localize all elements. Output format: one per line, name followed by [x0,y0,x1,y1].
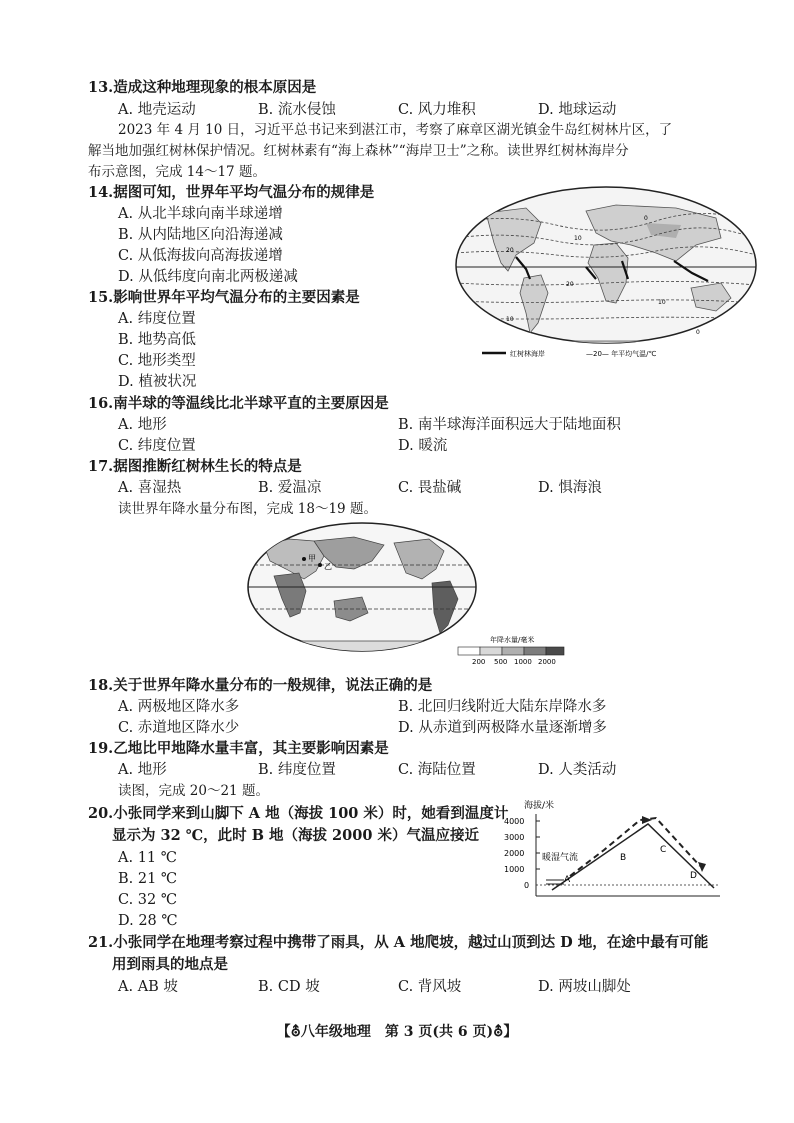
legend-value: 1000 [514,658,532,666]
q19-option-d: D. 人类活动 [538,762,617,778]
legend-value: 500 [494,658,508,666]
legend-value: 200 [472,658,486,666]
q13-option-d: D. 地球运动 [538,102,617,118]
airflow-arrowhead [642,816,652,824]
q13-option-a: A. 地壳运动 [118,102,196,118]
legend-swatch-3 [502,647,524,655]
q21-option-d: D. 两坡山脚处 [538,979,631,995]
place-marker [318,563,322,567]
point-label-b: B [620,853,627,863]
q14-option-b: B. 从内陆地区向沿海递减 [118,227,283,243]
legend-swatch-5 [546,647,564,655]
intro-paragraph-line3: 布示意图，完成 14～17 题。 [88,164,266,180]
diagram-axis-title: 海拔/米 [524,801,555,811]
q15-option-b: B. 地势高低 [118,332,196,348]
legend-value: 2000 [538,658,556,666]
q14-option-d: D. 从低纬度向南北两极递减 [118,269,298,285]
q15-option-c: C. 地形类型 [118,353,196,369]
q16-option-c: C. 纬度位置 [118,438,196,454]
q15-option-d: D. 植被状况 [118,374,197,390]
q18-option-d: D. 从赤道到两极降水量逐渐增多 [398,720,607,736]
intro-paragraph-line1: 2023 年 4 月 10 日，习近平总书记来到湛江市，考察了麻章区湖光镇金牛岛红树林片区，了 [118,122,673,138]
q21-stem-line1: 21.小张同学在地理考察过程中携带了雨具，从 A 地爬坡，越过山顶到达 D 地，在途中最有可能 [88,934,709,951]
isotherm-label: 10 [574,235,582,242]
q18-stem: 18.关于世界年降水量分布的一般规律，说法正确的是 [88,677,433,694]
q15-stem: 15.影响世界年平均气温分布的主要因素是 [88,289,360,306]
q20-option-d: D. 28 ℃ [118,913,178,929]
mangrove-isotherm-map [446,183,766,363]
q20-stem-line1: 20.小张同学来到山脚下 A 地（海拔 100 米）时，她看到温度计 [88,805,509,822]
isotherm-label: 20 [566,281,574,288]
isotherm-label: 10 [506,316,514,323]
place-marker [302,557,306,561]
point-label-c: C [660,845,667,855]
airflow-path [570,818,700,876]
precip-legend-title: 年降水量/毫米 [490,636,535,644]
y-tick: 2000 [504,849,525,858]
q16-option-b: B. 南半球海洋面积远大于陆地面积 [398,417,621,433]
q19-option-a: A. 地形 [118,762,167,778]
isotherm-label: 0 [644,215,648,222]
y-tick: 4000 [504,817,525,826]
q13-stem: 13.造成这种地理现象的根本原因是 [88,79,317,96]
precip-intro: 读世界年降水量分布图，完成 18～19 题。 [118,501,377,517]
q14-option-a: A. 从北半球向南半球递增 [118,206,283,222]
q17-option-c: C. 畏盐碱 [398,480,462,496]
q19-option-b: B. 纬度位置 [258,762,336,778]
precipitation-map [244,521,566,669]
place-label-yi: 乙 [324,562,332,571]
q17-option-b: B. 爱温凉 [258,480,322,496]
q13-option-b: B. 流水侵蚀 [258,102,336,118]
isotherm-label: 10 [658,299,666,306]
q20-stem-line2: 显示为 32 ℃，此时 B 地（海拔 2000 米）气温应接近 [112,827,479,844]
warm-moist-airflow-label: 暖湿气流 [542,853,579,863]
y-tick: 0 [524,881,530,890]
q19-option-c: C. 海陆位置 [398,762,476,778]
mountain-airflow-diagram [504,796,724,904]
legend-swatch-1 [458,647,480,655]
q17-option-d: D. 惧海浪 [538,480,602,496]
q16-option-a: A. 地形 [118,417,167,433]
legend-mangrove-label: 红树林海岸 [510,350,545,358]
isotherm-label: 20 [506,247,514,254]
q17-option-a: A. 喜湿热 [118,480,182,496]
q21-option-a: A. AB 坡 [118,979,178,995]
page-footer: 【⛢八年级地理 第 3 页(共 6 页)⛢】 [276,1024,518,1040]
legend-swatch-2 [480,647,502,655]
diagram-intro: 读图，完成 20～21 题。 [118,783,269,799]
point-label-d: D [690,871,697,881]
q20-option-c: C. 32 ℃ [118,892,178,908]
q15-option-a: A. 纬度位置 [118,311,196,327]
q16-option-d: D. 暖流 [398,438,448,454]
q14-option-c: C. 从低海拔向高海拔递增 [118,248,283,264]
q20-option-a: A. 11 ℃ [118,850,177,866]
q19-stem: 19.乙地比甲地降水量丰富，其主要影响因素是 [88,740,389,757]
q17-stem: 17.据图推断红树林生长的特点是 [88,458,302,475]
y-tick: 3000 [504,833,525,842]
intro-paragraph-line2: 解当地加强红树林保护情况。红树林素有“海上森林”“海岸卫士”之称。读世界红树林海岸分 [88,143,629,159]
place-label-jia: 甲 [308,554,316,563]
q14-stem: 14.据图可知，世界年平均气温分布的规律是 [88,184,375,201]
q13-option-c: C. 风力堆积 [398,102,476,118]
point-label-a: A [564,875,571,885]
q16-stem: 16.南半球的等温线比北半球平直的主要原因是 [88,395,389,412]
q18-option-b: B. 北回归线附近大陆东岸降水多 [398,699,607,715]
q21-option-c: C. 背风坡 [398,979,462,995]
q18-option-a: A. 两极地区降水多 [118,699,240,715]
q20-option-b: B. 21 ℃ [118,871,178,887]
q21-stem-line2: 用到雨具的地点是 [112,956,228,973]
isotherm-label: 0 [696,329,700,336]
q21-option-b: B. CD 坡 [258,979,320,995]
legend-isotherm-label: —20— 年平均气温/℃ [586,350,657,358]
legend-swatch-4 [524,647,546,655]
y-tick: 1000 [504,865,525,874]
airflow-arrowhead [698,862,706,872]
q18-option-c: C. 赤道地区降水少 [118,720,240,736]
